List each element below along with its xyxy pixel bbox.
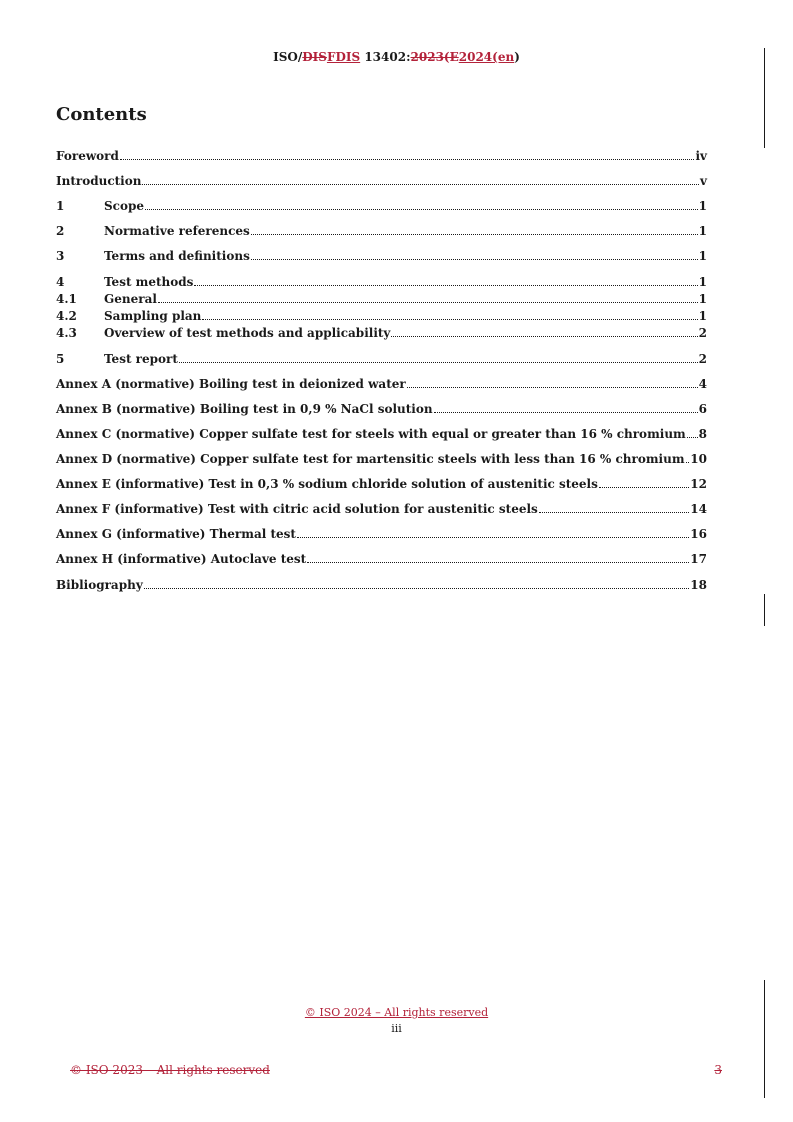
footer-copyright-inserted: © ISO 2024 – All rights reserved [304,1006,489,1019]
header-deleted-year: 2023(E [410,50,459,64]
toc-entry-title: Introduction [56,174,142,188]
toc-entry[interactable] [56,376,707,392]
toc-entry[interactable] [56,351,707,367]
toc-entry[interactable] [56,148,707,164]
toc-entry-page: 1 [698,275,707,289]
toc-entry-page: 2 [698,326,707,340]
header-number: 13402: [360,50,411,64]
toc-entry-title: Foreword [56,149,119,163]
toc-entry-number: 3 [56,249,65,263]
change-bar [764,48,765,148]
toc-entry-title: Test methods [104,275,194,289]
toc-entry-page: 1 [698,309,707,323]
toc-entry-title: Annex B (normative) Boiling test in 0,9 % NaCl solution [56,402,433,416]
toc-entry-page: 1 [698,224,707,238]
toc-dot-leader [144,577,690,589]
toc-entry-title: Annex D (normative) Copper sulfate test for martensitic steels with less than 16 % chromium [56,452,685,466]
toc-dot-leader [179,351,698,363]
header-suffix: ) [514,50,520,64]
toc-entry-page: 8 [698,427,707,441]
toc-entry[interactable] [56,173,707,189]
toc-entry[interactable] [56,274,707,290]
toc-entry[interactable] [56,401,707,417]
toc-entry-number: 4.2 [56,309,77,323]
toc-entry-page: 16 [690,527,707,541]
toc-entry-title: Test report [104,352,178,366]
toc-entry-number: 1 [56,199,65,213]
toc-dot-leader [145,198,698,210]
change-bar [764,594,765,626]
toc-entry-number: 4.1 [56,292,77,306]
header-inserted-stage: FDIS [326,50,361,64]
toc-entry-number: 4 [56,275,65,289]
toc-entry-number: 4.3 [56,326,77,340]
header-prefix: ISO/ [273,50,303,64]
toc-dot-leader [539,501,690,513]
toc-entry-page: 1 [698,199,707,213]
document-header [0,50,793,64]
toc-entry-page: 14 [690,502,707,516]
header-deleted-stage: DIS [302,50,327,64]
toc-entry[interactable] [56,426,707,442]
toc-entry-page: 6 [698,402,707,416]
toc-dot-leader [391,325,697,337]
toc-entry[interactable] [56,308,707,324]
toc-entry[interactable] [56,501,707,517]
toc-dot-leader [158,291,698,303]
toc-dot-leader [434,401,698,413]
toc-entry-title: Bibliography [56,578,143,592]
toc-dot-leader [686,451,690,463]
toc-dot-leader [142,173,699,185]
toc-dot-leader [120,148,695,160]
toc-entry-page: iv [695,149,707,163]
toc-entry-title: General [104,292,157,306]
toc-entry-page: v [700,174,707,188]
toc-entry[interactable] [56,577,707,593]
toc-entry[interactable] [56,526,707,542]
toc-dot-leader [599,476,689,488]
toc-entry[interactable] [56,291,707,307]
toc-entry-number: 5 [56,352,65,366]
toc-entry-page: 10 [690,452,707,466]
toc-entry-page: 1 [698,292,707,306]
footer-copyright-deleted: © ISO 2023 – All rights reserved [70,1063,270,1077]
toc-dot-leader [687,426,698,438]
toc-dot-leader [307,551,689,563]
toc-entry[interactable] [56,325,707,341]
toc-entry-title: Overview of test methods and applicability [104,326,391,340]
footer-page-number: iii [391,1022,402,1035]
toc-entry-title: Annex H (informative) Autoclave test [56,552,307,566]
page-title: Contents [56,104,147,125]
toc-entry-number: 2 [56,224,65,238]
toc-entry-title: Annex A (normative) Boiling test in deionized water [56,377,406,391]
toc-dot-leader [251,248,698,260]
toc-entry-page: 17 [690,552,707,566]
toc-entry-title: Terms and definitions [104,249,250,263]
toc-entry[interactable] [56,551,707,567]
toc-dot-leader [297,526,689,538]
toc-entry[interactable] [56,451,707,467]
toc-entry-page: 18 [690,578,707,592]
toc-entry-title: Annex C (normative) Copper sulfate test for steels with equal or greater than 16 % chromium [56,427,686,441]
toc-entry-title: Annex F (informative) Test with citric acid solution for austenitic steels [56,502,538,516]
toc-entry-page: 4 [698,377,707,391]
header-inserted-year: 2024(en [458,50,515,64]
toc-entry-page: 2 [698,352,707,366]
toc-entry-page: 1 [698,249,707,263]
toc-dot-leader [407,376,698,388]
toc-entry[interactable] [56,476,707,492]
toc-entry-title: Sampling plan [104,309,202,323]
toc-entry-title: Scope [104,199,145,213]
toc-entry[interactable] [56,223,707,239]
toc-entry-title: Annex E (informative) Test in 0,3 % sodium chloride solution of austenitic steels [56,477,598,491]
change-bar [764,980,765,1098]
toc-entry-title: Annex G (informative) Thermal test [56,527,296,541]
toc-entry[interactable] [56,248,707,264]
toc-entry[interactable] [56,198,707,214]
toc-entry-page: 12 [690,477,707,491]
footer-page-number-deleted: 3 [714,1063,722,1077]
toc-dot-leader [202,308,697,320]
toc-dot-leader [194,274,697,286]
toc-entry-title: Normative references [104,224,250,238]
toc-dot-leader [251,223,698,235]
